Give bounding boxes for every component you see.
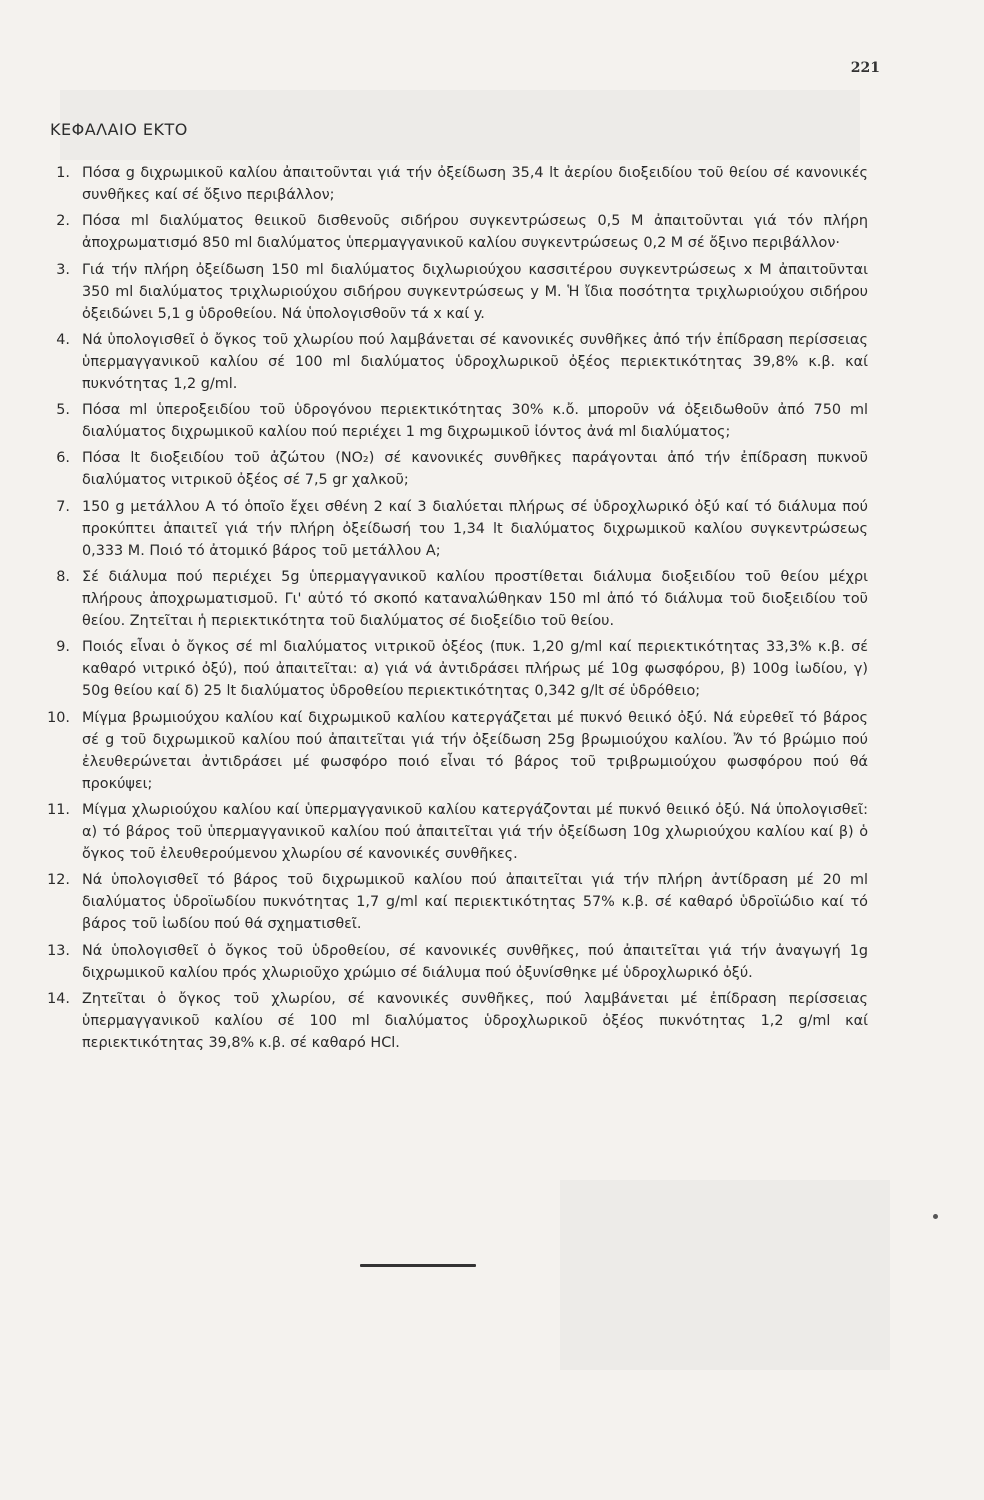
problem-text: Νά ὑπολογισθεῖ τό βάρος τοῦ διχρωμικοῦ καλίου πού ἀπαιτεῖται γιά τήν πλήρη ἀντίδραση μέ 20 ml διαλύματος ὑδροϊωδίου πυκνότητας 1,7 g/ml καί περιεκτικότητας 57% κ.β. σέ καθαρό ὑδροϊώδιο καί τό βάρος τοῦ ἰωδίου πού θά σχηματισθεῖ.: [82, 872, 868, 933]
scan-speck: [933, 1214, 938, 1219]
problem-text: Πόσα lt διοξειδίου τοῦ ἀζώτου (NO₂) σέ κανονικές συνθῆκες παράγονται ἀπό τήν ἐπίδραση πυκνοῦ διαλύματος νιτρικοῦ ὀξέος σέ 7,5 gr χαλκοῦ;: [82, 450, 868, 489]
problem-text: Μίγμα βρωμιούχου καλίου καί διχρωμικοῦ καλίου κατεργάζεται μέ πυκνό θειικό ὀξύ. Νά εὑρεθεῖ τό βάρος σέ g τοῦ διχρωμικοῦ καλίου πού ἀπαιτεῖται γιά τήν ὀξείδωση 25g βρωμιούχου καλίου. Ἄν τό βρώμιο πού ἐλευθερώνεται ἀντιδράσει μέ φωσφόρο ποιό εἶναι τό βάρος τοῦ τριβρωμιούχου φωσφόρου πού θά προκύψει;: [82, 709, 868, 792]
problem-text: Γιά τήν πλήρη ὀξείδωση 150 ml διαλύματος διχλωριούχου κασσιτέρου συγκεντρώσεως x M ἀπαιτοῦνται 350 ml διαλύματος τριχλωριούχου σιδήρου συγκεντρώσεως y M. Ἡ ἴδια ποσότητα τριχλωριούχου σιδήρου ὀξειδώνει 5,1 g ὑδροθείου. Νά ὑπολογισθοῦν τά x καί y.: [82, 261, 868, 322]
problem-number: 7.: [56, 498, 70, 515]
problem-text: Νά ὑπολογισθεῖ ὁ ὄγκος τοῦ χλωρίου πού λαμβάνεται σέ κανονικές συνθῆκες ἀπό τήν ἐπίδραση περίσσειας ὑπερμαγγανικοῦ καλίου σέ 100 ml διαλύματος ὑδροχλωρικοῦ ὀξέος περιεκτικότητας 39,8% κ.β. καί πυκνότητας 1,2 g/ml.: [82, 331, 868, 392]
problem-text: Ποιός εἶναι ὁ ὄγκος σέ ml διαλύματος νιτρικοῦ ὀξέος (πυκ. 1,20 g/ml καί περιεκτικότητας 33,3% κ.β. σέ καθαρό νιτρικό ὀξύ), πού ἀπαιτεῖται: α) γιά νά ἀντιδράσει πλήρως μέ 10g φωσφόρου, β) 100g ἰωδίου, γ) 50g θείου καί δ) 25 lt διαλύματος ὑδροθείου περιεκτικότητας 0,342 g/lt σέ ὑδρόθειο;: [82, 639, 868, 700]
problem-number: 14.: [47, 990, 70, 1007]
problem-number: 6.: [56, 450, 70, 467]
problem-item: [50, 210, 868, 254]
problem-text: Πόσα g διχρωμικοῦ καλίου ἀπαιτοῦνται γιά τήν ὀξείδωση 35,4 lt ἀερίου διοξειδίου τοῦ θείου σέ κανονικές συνθῆκες καί σέ ὄξινο περιβάλλον;: [82, 165, 868, 203]
problem-number: 5.: [56, 402, 70, 419]
problem-number: 3.: [56, 261, 70, 278]
problem-text: Νά ὑπολογισθεῖ ὁ ὄγκος τοῦ ὑδροθείου, σέ κανονικές συνθῆκες, πού ἀπαιτεῖται γιά τήν ἀναγωγή 1g διχρωμικοῦ καλίου πρός χλωριοῦχο χρώμιο σέ διάλυμα πού ὀξυνίσθηκε μέ ὑδροχλωρικό ὀξύ.: [82, 942, 868, 981]
problem-number: 1.: [56, 165, 70, 181]
problem-text: Πόσα ml διαλύματος θειικοῦ δισθενοῦς σιδήρου συγκεντρώσεως 0,5 M ἀπαιτοῦνται γιά τόν πλήρη ἀποχρωματισμό 850 ml διαλύματος ὑπερμαγγανικοῦ καλίου συγκεντρώσεως 0,2 M σέ ὄξινο περιβάλλον·: [82, 213, 868, 252]
problem-number: 8.: [56, 569, 70, 586]
problem-item: [50, 399, 868, 443]
show-through-block-bottom: [560, 1180, 890, 1370]
problem-item: [50, 447, 868, 491]
problem-item: [50, 636, 868, 702]
problem-number: 4.: [56, 331, 70, 348]
problem-item: [47, 988, 868, 1054]
problem-text: 150 g μετάλλου A τό ὁποῖο ἔχει σθένη 2 καί 3 διαλύεται πλήρως σέ ὑδροχλωρικό ὀξύ καί τό διάλυμα πού προκύπτει ἀπαιτεῖ γιά τήν πλήρη ὀξείδωσή του 1,34 lt διαλύματος διχρωμικοῦ καλίου συγκεντρώσεως 0,333 M. Ποιό τό ἀτομικό βάρος τοῦ μετάλλου A;: [82, 498, 868, 559]
chapter-title: ΚΕΦΑΛΑΙΟ ΕΚΤΟ: [50, 120, 188, 139]
problem-item: [47, 869, 868, 935]
problem-text: Ζητεῖται ὁ ὄγκος τοῦ χλωρίου, σέ κανονικές συνθῆκες, πού λαμβάνεται μέ ἐπίδραση περίσσειας ὑπερμαγγανικοῦ καλίου σέ 100 ml διαλύματος ὑδροχλωρικοῦ ὀξέος πυκνότητας 1,2 g/ml καί περιεκτικότητας 39,8% κ.β. σέ καθαρό HCl.: [82, 990, 868, 1051]
problem-item: [50, 259, 868, 325]
problem-item: [50, 496, 868, 562]
problem-text: Πόσα ml ὑπεροξειδίου τοῦ ὑδρογόνου περιεκτικότητας 30% κ.ὄ. μποροῦν νά ὀξειδωθοῦν ἀπό 750 ml διαλύματος διχρωμικοῦ καλίου πού περιέχει 1 mg διχρωμικοῦ ἰόντος ἀνά ml διαλύματος;: [82, 402, 868, 441]
problem-number: 13.: [47, 942, 70, 959]
problem-number: 2.: [56, 213, 70, 230]
problem-number: 12.: [47, 872, 70, 889]
problem-text: Σέ διάλυμα πού περιέχει 5g ὑπερμαγγανικοῦ καλίου προστίθεται διάλυμα διοξειδίου τοῦ θείου μέχρι πλήρους ἀποχρωματισμοῦ. Γι' αὐτό τό σκοπό καταναλώθηκαν 150 ml ἀπό τό διάλυμα τοῦ διοξειδίου τοῦ θείου. Ζητεῖται ἡ περιεκτικότητα τοῦ διαλύματος σέ διοξείδιο τοῦ θείου.: [82, 569, 868, 630]
problem-text: Μίγμα χλωριούχου καλίου καί ὑπερμαγγανικοῦ καλίου κατεργάζονται μέ πυκνό θειικό ὀξύ. Νά ὑπολογισθεῖ: α) τό βάρος τοῦ ὑπερμαγγανικοῦ καλίου πού ἀπαιτεῖται γιά τήν ὀξείδωση 10g χλωριούχου καλίου καί β) ὁ ὄγκος τοῦ ἐλευθερούμενου χλωρίου σέ κανονικές συνθῆκες.: [82, 801, 868, 862]
problem-item: [50, 329, 868, 395]
page-number: 221: [850, 60, 880, 76]
problem-number: 11.: [47, 801, 70, 818]
problem-item: [50, 566, 868, 632]
problem-item: [47, 707, 868, 795]
problem-number: 9.: [56, 639, 70, 656]
problem-number: 10.: [47, 709, 70, 726]
problem-item: [47, 799, 868, 865]
problem-list: [47, 162, 868, 1058]
section-divider-rule: [360, 1264, 476, 1267]
problem-item: [47, 940, 868, 984]
problem-item: [50, 162, 868, 206]
